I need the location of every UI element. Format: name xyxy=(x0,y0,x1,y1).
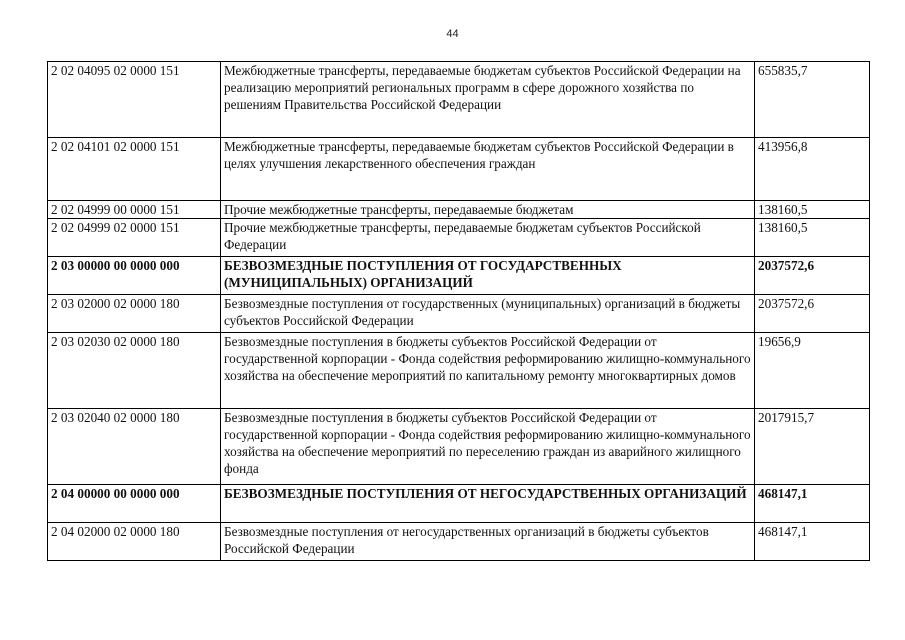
row-amount: 468147,1 xyxy=(755,485,870,523)
row-amount: 138160,5 xyxy=(755,201,870,219)
table-row xyxy=(48,333,870,409)
table-row xyxy=(48,62,870,138)
table-row xyxy=(48,523,870,561)
row-description: Безвозмездные поступления от негосударственных организаций в бюджеты субъектов Российской Федерации xyxy=(221,523,755,561)
row-amount: 2037572,6 xyxy=(755,295,870,333)
row-code: 2 03 02000 02 0000 180 xyxy=(48,295,221,333)
row-description: Безвозмездные поступления в бюджеты субъектов Российской Федерации от государственной корпорации - Фонда содействия реформированию жилищно-коммунального хозяйства на обеспечение мероприятий по капитальному ремонту многоквартирных домов xyxy=(221,333,755,409)
row-code: 2 02 04101 02 0000 151 xyxy=(48,138,221,201)
table-row xyxy=(48,138,870,201)
table-row xyxy=(48,201,870,219)
row-amount: 468147,1 xyxy=(755,523,870,561)
row-code: 2 04 00000 00 0000 000 xyxy=(48,485,221,523)
table-row-section xyxy=(48,485,870,523)
table-row xyxy=(48,409,870,485)
row-description: БЕЗВОЗМЕЗДНЫЕ ПОСТУПЛЕНИЯ ОТ НЕГОСУДАРСТВЕННЫХ ОРГАНИЗАЦИЙ xyxy=(221,485,755,523)
table-row xyxy=(48,295,870,333)
row-code: 2 03 02030 02 0000 180 xyxy=(48,333,221,409)
row-amount: 19656,9 xyxy=(755,333,870,409)
row-amount: 655835,7 xyxy=(755,62,870,138)
row-code: 2 02 04999 00 0000 151 xyxy=(48,201,221,219)
row-amount: 2037572,6 xyxy=(755,257,870,295)
row-description: Безвозмездные поступления в бюджеты субъектов Российской Федерации от государственной корпорации - Фонда содействия реформированию жилищно-коммунального хозяйства на обеспечение мероприятий по переселению граждан из аварийного жилищного фонда xyxy=(221,409,755,485)
row-code: 2 04 02000 02 0000 180 xyxy=(48,523,221,561)
page-number: 44 xyxy=(446,28,459,40)
budget-table xyxy=(47,61,870,561)
row-description: БЕЗВОЗМЕЗДНЫЕ ПОСТУПЛЕНИЯ ОТ ГОСУДАРСТВЕННЫХ (МУНИЦИПАЛЬНЫХ) ОРГАНИЗАЦИЙ xyxy=(221,257,755,295)
row-description: Межбюджетные трансферты, передаваемые бюджетам субъектов Российской Федерации в целях улучшения лекарственного обеспечения граждан xyxy=(221,138,755,201)
row-code: 2 02 04999 02 0000 151 xyxy=(48,219,221,257)
row-amount: 2017915,7 xyxy=(755,409,870,485)
row-code: 2 03 00000 00 0000 000 xyxy=(48,257,221,295)
table-row-section xyxy=(48,257,870,295)
row-amount: 413956,8 xyxy=(755,138,870,201)
row-code: 2 02 04095 02 0000 151 xyxy=(48,62,221,138)
row-description: Межбюджетные трансферты, передаваемые бюджетам субъектов Российской Федерации на реализацию мероприятий региональных программ в сфере дорожного хозяйства по решениям Правительства Российской Федерации xyxy=(221,62,755,138)
row-code: 2 03 02040 02 0000 180 xyxy=(48,409,221,485)
row-description: Прочие межбюджетные трансферты, передаваемые бюджетам xyxy=(221,201,755,219)
row-amount: 138160,5 xyxy=(755,219,870,257)
table-row xyxy=(48,219,870,257)
row-description: Безвозмездные поступления от государственных (муниципальных) организаций в бюджеты субъектов Российской Федерации xyxy=(221,295,755,333)
row-description: Прочие межбюджетные трансферты, передаваемые бюджетам субъектов Российской Федерации xyxy=(221,219,755,257)
